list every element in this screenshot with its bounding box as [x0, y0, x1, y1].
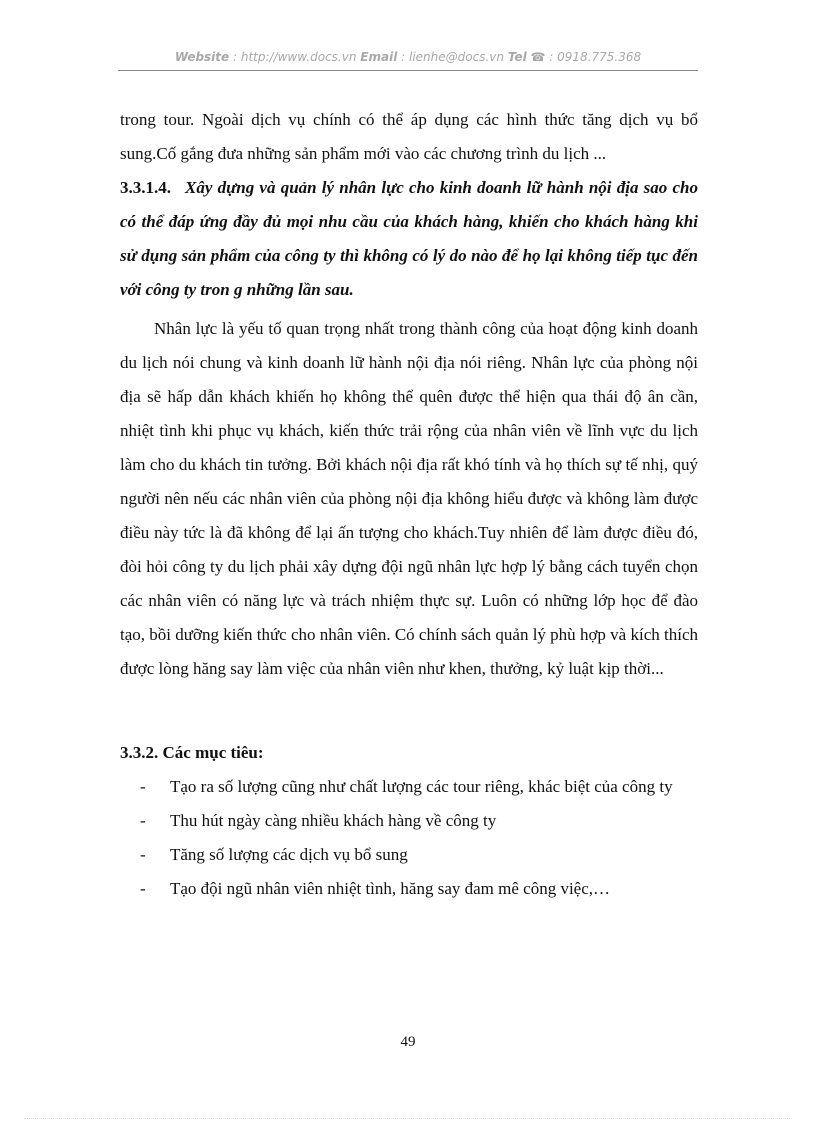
- paragraph-intro: trong tour. Ngoài dịch vụ chính có thể áp dụng các hình thức tăng dịch vụ bổ sung.Cố gắng đưa những sản phẩm mới vào các chương trình du lịch ...: [120, 110, 698, 163]
- tel-label: Tel: [507, 50, 527, 64]
- section-number: 3.3.1.4.: [120, 178, 171, 197]
- email-label: Email: [360, 50, 398, 64]
- list-dash: -: [140, 777, 146, 796]
- list-item-text: Tạo đội ngũ nhân viên nhiệt tình, hăng say đam mê công việc,…: [170, 879, 611, 898]
- page-header: [118, 50, 698, 64]
- goals-list: [140, 770, 698, 906]
- list-item: [140, 838, 698, 872]
- section-title: Xây dựng và quản lý nhân lực cho kinh doanh lữ hành nội địa sao cho có thể đáp ứng đầy đủ mọi nhu cầu của khách hàng, khiến cho khách hàng khi sử dụng sản phẩm của công ty thì không có lý do nào để họ lại không tiếp tục đến với công ty tron g những lần sau.: [120, 178, 698, 299]
- section-heading-3-3-2: 3.3.2. Các mục tiêu:: [120, 743, 264, 762]
- page-number: 49: [400, 1034, 416, 1050]
- tel-value: ☎ : 0918.775.368: [530, 50, 642, 64]
- list-item: [140, 804, 698, 838]
- list-item: [140, 872, 698, 906]
- list-item-text: Tăng số lượng các dịch vụ bổ sung: [170, 845, 408, 864]
- list-dash: -: [140, 811, 146, 830]
- section-heading-3-3-1-4: [120, 171, 698, 307]
- list-item-text: Tạo ra số lượng cũng như chất lượng các tour riêng, khác biệt của công ty: [170, 777, 673, 796]
- website-value: : http://www.docs.vn: [233, 50, 357, 64]
- list-item-text: Thu hút ngày càng nhiều khách hàng về công ty: [170, 811, 497, 830]
- list-dash: -: [140, 845, 146, 864]
- footer-divider: [24, 1118, 792, 1119]
- list-dash: -: [140, 879, 146, 898]
- list-item: [140, 770, 698, 804]
- email-value: : lienhe@docs.vn: [401, 50, 504, 64]
- paragraph-human-resources: Nhân lực là yếu tố quan trọng nhất trong thành công của hoạt động kinh doanh du lịch nói chung và kinh doanh lữ hành nội địa nói riêng. Nhân lực của phòng nội địa sẽ hấp dẫn khách khiến họ không thể quên được thể hiện qua thái độ ân cần, nhiệt tình khi phục vụ khách, kiến thức trải rộng của nhân viên về lĩnh vực du lịch làm cho du khách tin tưởng. Bởi khách nội địa rất khó tính và họ thích sự tế nhị, quý người nên nếu các nhân viên của phòng nội địa không hiểu được và không làm được điều này tức là đã không để lại ấn tượng cho khách.Tuy nhiên để làm được điều đó, đòi hỏi công ty du lịch phải xây dựng đội ngũ nhân lực hợp lý bằng cách tuyển chọn các nhân viên có năng lực và trách nhiệm thực sự. Luôn có những lớp học để đào tạo, bồi dưỡng kiến thức cho nhân viên. Có chính sách quản lý phù hợp và kích thích được lòng hăng say làm việc của nhân viên như khen, thưởng, kỷ luật kịp thời...: [120, 319, 698, 678]
- header-divider: [118, 70, 698, 71]
- website-label: Website: [174, 50, 230, 64]
